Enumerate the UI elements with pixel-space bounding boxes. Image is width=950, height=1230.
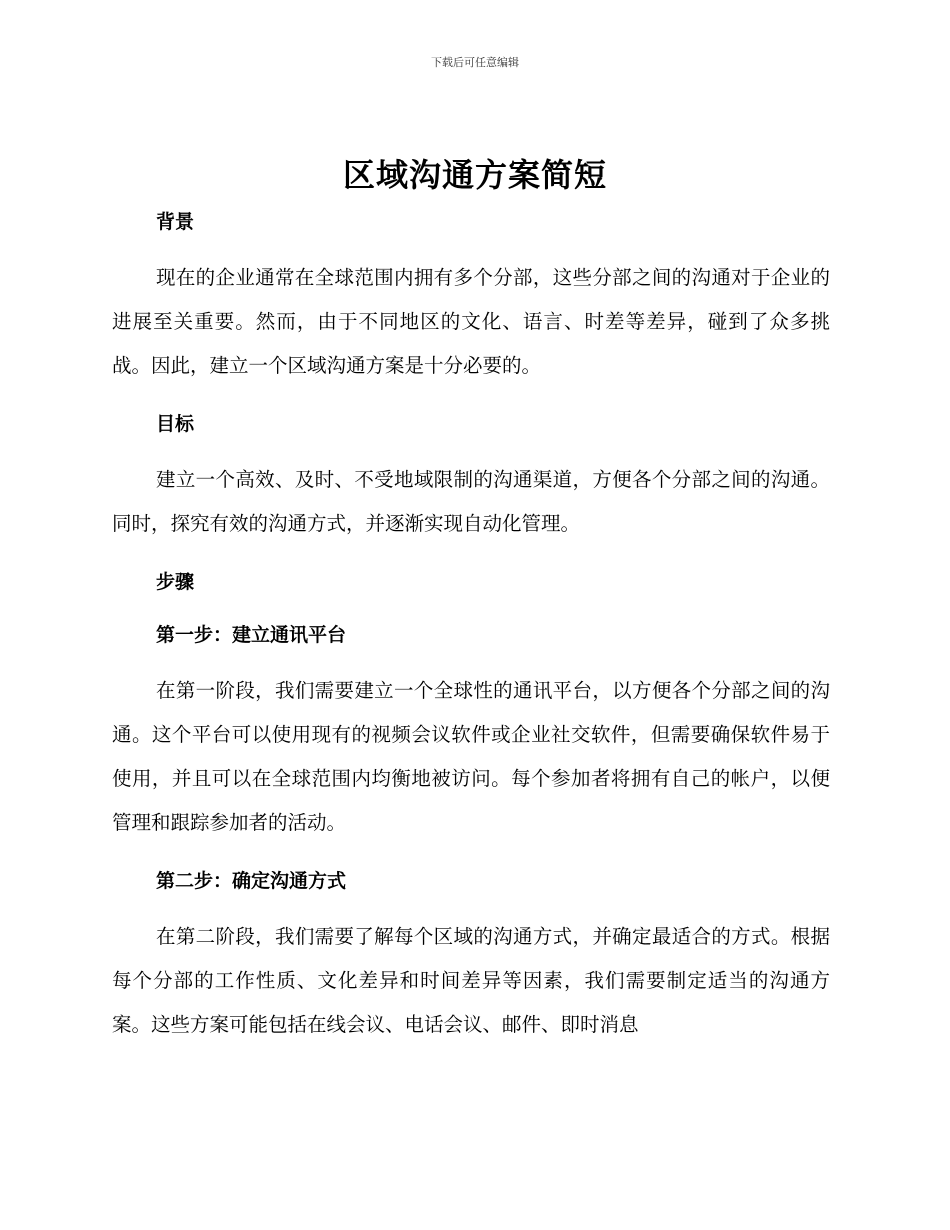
section-paragraph-goal: 建立一个高效、及时、不受地域限制的沟通渠道，方便各个分部之间的沟通。同时，探究有效的沟通方式，并逐渐实现自动化管理。 xyxy=(112,468,830,535)
step-heading-2: 第二步：确定沟通方式 xyxy=(156,870,347,892)
section-heading-steps: 步骤 xyxy=(156,571,195,593)
section-paragraph-background: 现在的企业通常在全球范围内拥有多个分部，这些分部之间的沟通对于企业的进展至关重要。然而，由于不同地区的文化、语言、时差等差异，碰到了众多挑战。因此，建立一个区域沟通方案是十分必要的。 xyxy=(112,266,830,377)
step-paragraph-2: 在第二阶段，我们需要了解每个区域的沟通方式，并确定最适合的方式。根据每个分部的工作性质、文化差异和时间差异等因素，我们需要制定适当的沟通方案。这些方案可能包括在线会议、电话会议、邮件、即时消息 xyxy=(112,925,830,1036)
step-heading-1: 第一步：建立通讯平台 xyxy=(156,624,347,646)
section-heading-background: 背景 xyxy=(156,211,195,233)
section-heading-goal: 目标 xyxy=(156,413,195,435)
header-note: 下载后可任意编辑 xyxy=(431,56,519,69)
document-body xyxy=(112,203,830,1047)
step-paragraph-1: 在第一阶段，我们需要建立一个全球性的通讯平台，以方便各个分部之间的沟通。这个平台可以使用现有的视频会议软件或企业社交软件，但需要确保软件易于使用，并且可以在全球范围内均衡地被访问。每个参加者将拥有自己的帐户，以便管理和跟踪参加者的活动。 xyxy=(112,679,830,834)
document-title: 区域沟通方案简短 xyxy=(342,156,607,194)
